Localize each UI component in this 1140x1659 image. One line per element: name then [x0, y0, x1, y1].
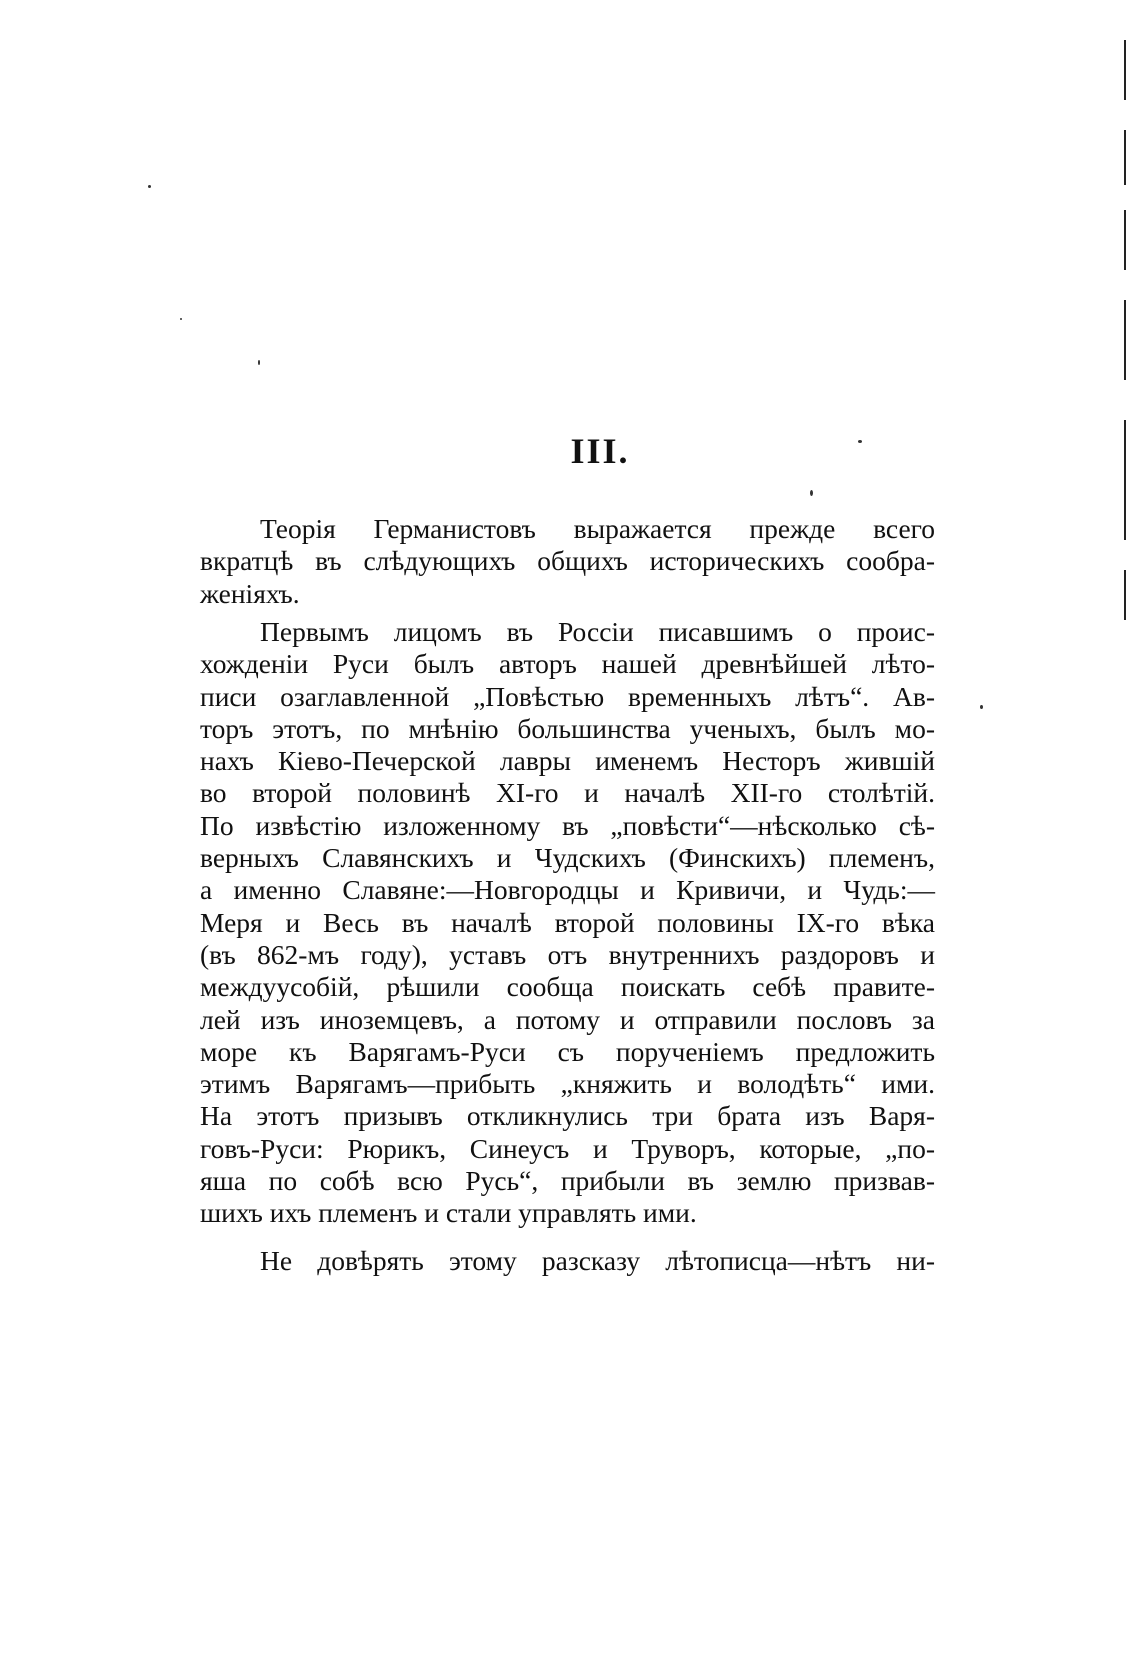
paragraph-3 [200, 1245, 935, 1277]
text-line: говъ-Руси: Рюрикъ, Синеусъ и Труворъ, которые, „по- [200, 1132, 935, 1164]
text-line: По извѣстію изложенному въ „повѣсти“—нѣсколько сѣ- [200, 809, 935, 841]
text-line: Меря и Весь въ началѣ второй половины IX-го вѣка [200, 906, 935, 938]
text-line: нахъ Кіево-Печерской лавры именемъ Несторъ жившій [200, 745, 935, 777]
text-line: междуусобій, рѣшили сообща поискать себѣ правите- [200, 971, 935, 1003]
text-line: торъ этотъ, по мнѣнію большинства ученыхъ, былъ мо- [200, 712, 935, 744]
text-line: верныхъ Славянскихъ и Чудскихъ (Финскихъ) племенъ, [200, 842, 935, 874]
scan-speck [148, 185, 151, 188]
paragraph-2 [200, 616, 935, 1230]
scan-speck [858, 440, 862, 443]
text-line: шихъ ихъ племенъ и стали управлять ими. [200, 1197, 697, 1229]
text-line: (въ 862-мъ году), уставъ отъ внутреннихъ раздоровъ и [200, 938, 935, 970]
scan-speck [258, 360, 260, 365]
text-line: во второй половинѣ XI-го и началѣ XII-го столѣтій. [200, 777, 935, 809]
paragraph-1 [200, 513, 935, 610]
text-line: вкратцѣ въ слѣдующихъ общихъ историческихъ сообра- [200, 545, 935, 577]
scan-speck [980, 705, 983, 709]
text-line: море къ Варягамъ-Руси съ порученіемъ предложить [200, 1035, 935, 1067]
text-line: а именно Славяне:—Новгородцы и Кривичи, и Чудь:— [200, 874, 935, 906]
scan-speck [180, 318, 182, 320]
binding-edge-line [1124, 0, 1126, 1659]
text-line: яша по собѣ всю Русь“, прибыли въ землю призвав- [200, 1165, 935, 1197]
scan-speck [810, 490, 813, 496]
text-line: Не довѣрять этому разсказу лѣтописца—нѣтъ ни- [260, 1245, 935, 1276]
text-line: писи озаглавленной „Повѣстью временныхъ лѣтъ“. Ав- [200, 680, 935, 712]
text-line: На этотъ призывъ откликнулись три брата изъ Варя- [200, 1100, 935, 1132]
text-line: хожденіи Руси былъ авторъ нашей древнѣйшей лѣто- [200, 648, 935, 680]
text-line: лей изъ иноземцевъ, а потому и отправили пословъ за [200, 1003, 935, 1035]
text-line: этимъ Варягамъ—прибыть „княжить и володѣть“ ими. [200, 1068, 935, 1100]
chapter-heading: III. [570, 431, 630, 471]
text-line: Теорія Германистовъ выражается прежде всего [260, 513, 935, 544]
text-line: Первымъ лицомъ въ Россіи писавшимъ о проис- [260, 616, 935, 647]
text-line: женіяхъ. [200, 577, 300, 609]
